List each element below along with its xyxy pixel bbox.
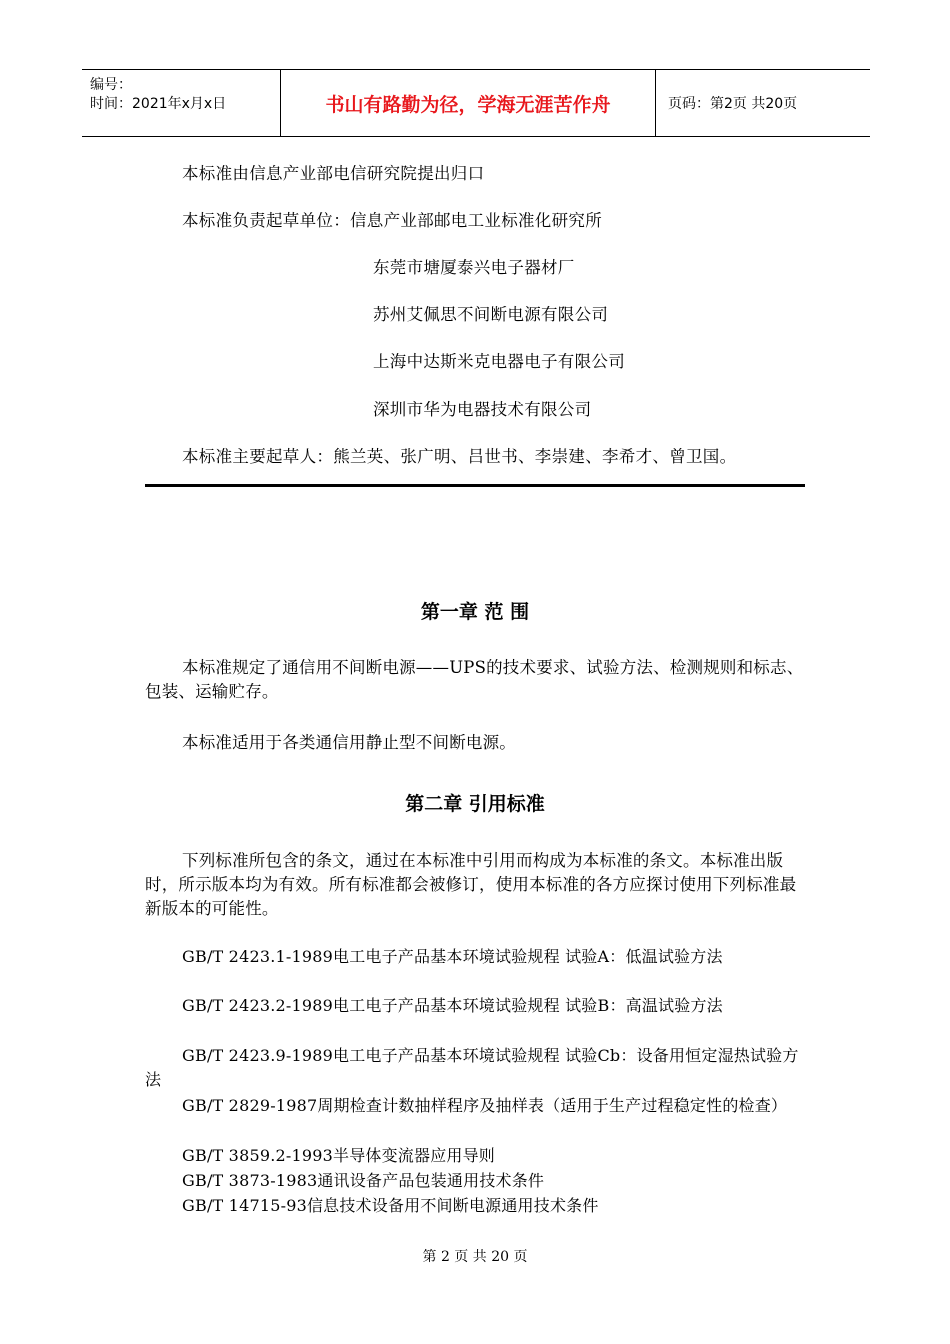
reference-item: GB/T 14715-93信息技术设备用不间断电源通用技术条件: [182, 1196, 599, 1215]
page-header: [82, 69, 870, 137]
time-label: 时间：2021年x月x日: [90, 96, 227, 112]
reference-item: GB/T 3873-1983通讯设备产品包装通用技术条件: [182, 1171, 545, 1190]
page-info-text: 页码：第2页 共20页: [668, 96, 798, 112]
drafting-units-label: 本标准负责起草单位：信息产业部邮电工业标准化研究所: [182, 211, 602, 230]
chapter2-title: 第二章 引用标准: [405, 793, 545, 815]
chapter1-paragraph: 本标准规定了通信用不间断电源——UPS的技术要求、试验方法、检测规则和标志、包装、运输贮存。: [145, 658, 804, 701]
proposer-line: 本标准由信息产业部电信研究院提出归口: [182, 164, 485, 183]
chapter1-paragraph: 本标准适用于各类通信用静止型不间断电源。: [182, 733, 516, 752]
page-footer: 第 2 页 共 20 页: [422, 1249, 528, 1265]
reference-item: GB/T 2423.1-1989电工电子产品基本环境试验规程 试验A：低温试验方法: [182, 947, 723, 966]
section-divider: [145, 484, 805, 487]
chapter1-title: 第一章 范 围: [420, 601, 530, 623]
number-label: 编号：: [90, 77, 132, 93]
drafters-line: 本标准主要起草人：熊兰英、张广明、吕世书、李崇建、李希才、曾卫国。: [182, 447, 737, 466]
header-motto: 书山有路勤为径，学海无涯苦作舟: [281, 70, 656, 136]
chapter2-intro: 下列标准所包含的条文，通过在本标准中引用而构成为本标准的条文。本标准出版时，所示版本均为有效。所有标准都会被修订，使用本标准的各方应探讨使用下列标准最新版本的可能性。: [145, 851, 797, 918]
reference-item: GB/T 3859.2-1993半导体变流器应用导则: [182, 1146, 495, 1165]
drafting-unit: 上海中达斯米克电器电子有限公司: [373, 352, 625, 371]
reference-item: GB/T 2829-1987周期检查计数抽样程序及抽样表（适用于生产过程稳定性的检查）: [182, 1096, 788, 1115]
reference-item: GB/T 2423.2-1989电工电子产品基本环境试验规程 试验B：高温试验方法: [182, 996, 723, 1015]
header-meta-cell: [82, 70, 281, 136]
drafting-unit: 深圳市华为电器技术有限公司: [373, 400, 592, 419]
drafting-unit: 苏州艾佩思不间断电源有限公司: [373, 305, 609, 324]
drafting-unit: 东莞市塘厦泰兴电子器材厂: [373, 258, 575, 277]
reference-item: GB/T 2423.9-1989电工电子产品基本环境试验规程 试验Cb：设备用恒定湿热试验方法: [145, 1046, 799, 1089]
header-page-info: [664, 70, 870, 136]
